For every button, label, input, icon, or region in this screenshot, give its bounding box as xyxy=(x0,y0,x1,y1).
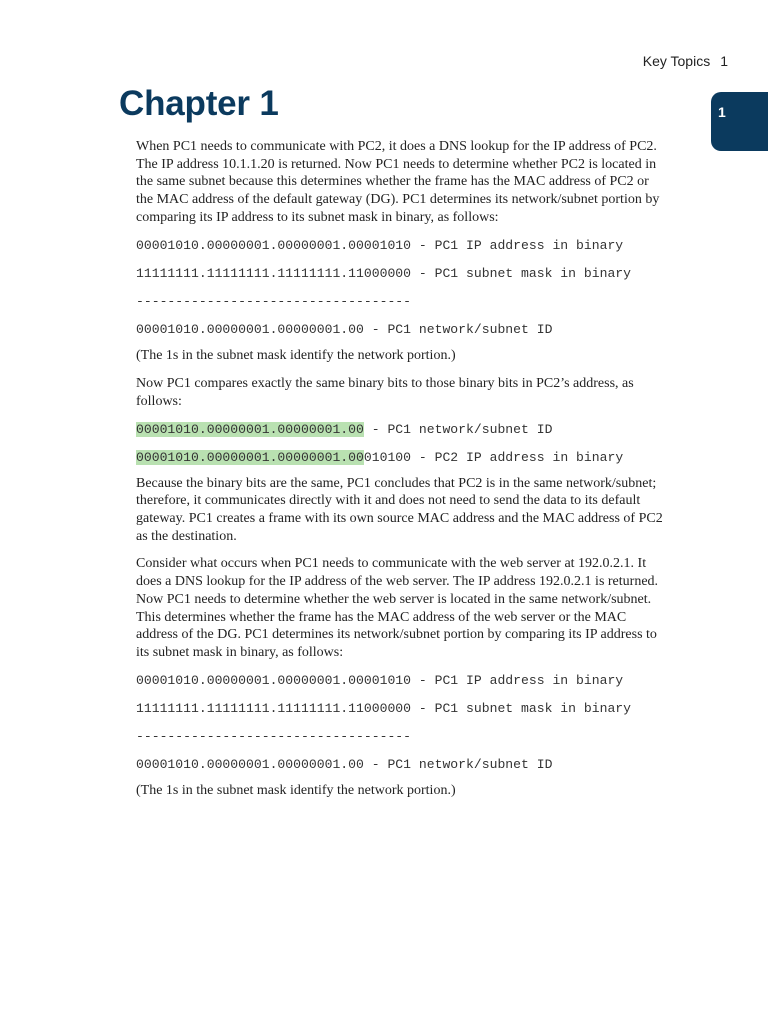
page-content xyxy=(136,138,666,805)
paragraph-intro: When PC1 needs to communicate with PC2, it does a DNS lookup for the IP address of PC2. The IP address 10.1.1.20 is returned. Now PC1 needs to determine whether PC2 is located in the same subnet because this determines whether the frame has the MAC address of PC2 or the MAC address of the default gateway (DG). PC1 determines its network/subnet portion by comparing its IP address to its subnet mask in binary, as follows: xyxy=(136,139,660,225)
code-pc1-network-id: 00001010.00000001.00000001.00 - PC1 network/subnet ID xyxy=(136,321,553,337)
code-pc1-mask: 11111111.11111111.11111111.11000000 - PC1 subnet mask in binary xyxy=(136,265,632,281)
code-pc1-mask: 11111111.11111111.11111111.11000000 - PC1 subnet mask in binary xyxy=(136,700,632,716)
code-pc1-ip: 00001010.00000001.00000001.00001010 - PC1 IP address in binary xyxy=(136,672,624,688)
highlighted-network-bits: 00001010.00000001.00000001.00 xyxy=(136,449,364,465)
header-section-title: Key Topics xyxy=(642,53,711,69)
code-separator: ----------------------------------- xyxy=(136,293,412,309)
code-pc1-ip: 00001010.00000001.00000001.00001010 - PC1 IP address in binary xyxy=(136,237,624,253)
chapter-tab-number: 1 xyxy=(718,104,726,120)
paragraph-conclusion: Because the binary bits are the same, PC1 concludes that PC2 is in the same network/subnet; therefore, it communicates directly with it and does not need to send the data to its default gateway. PC1 creates a frame with its own source MAC address and the MAC address of PC2 as the destination. xyxy=(136,475,663,544)
code-separator: ----------------------------------- xyxy=(136,728,412,744)
code-compare-pc1-label: - PC1 network/subnet ID xyxy=(363,421,553,437)
paragraph-web-server: Consider what occurs when PC1 needs to communicate with the web server at 192.0.2.1. It does a DNS lookup for the IP address of the web server. The IP address 192.0.2.1 is returned. Now PC1 needs to determine whether the web server is located in the same network/subnet. This determines whether the frame has the MAC address of the web server or the MAC address of the DG. PC1 determines its network/subnet portion by comparing its IP address to its subnet mask in binary, as follows: xyxy=(136,556,659,660)
paragraph-note: (The 1s in the subnet mask identify the network portion.) xyxy=(136,782,456,798)
highlighted-network-bits: 00001010.00000001.00000001.00 xyxy=(136,421,364,437)
paragraph-note: (The 1s in the subnet mask identify the network portion.) xyxy=(136,347,456,363)
running-header xyxy=(643,53,728,69)
chapter-title: Chapter 1 xyxy=(119,84,279,123)
code-pc1-network-id: 00001010.00000001.00000001.00 - PC1 network/subnet ID xyxy=(136,756,553,772)
code-compare-pc1 xyxy=(136,421,666,449)
code-compare-pc2 xyxy=(136,449,666,475)
chapter-tab xyxy=(711,92,768,151)
code-compare-pc2-label: 010100 - PC2 IP address in binary xyxy=(363,449,624,465)
page-number: 1 xyxy=(720,53,728,69)
paragraph-compare-intro: Now PC1 compares exactly the same binary bits to those binary bits in PC2’s address, as follows: xyxy=(136,376,634,409)
